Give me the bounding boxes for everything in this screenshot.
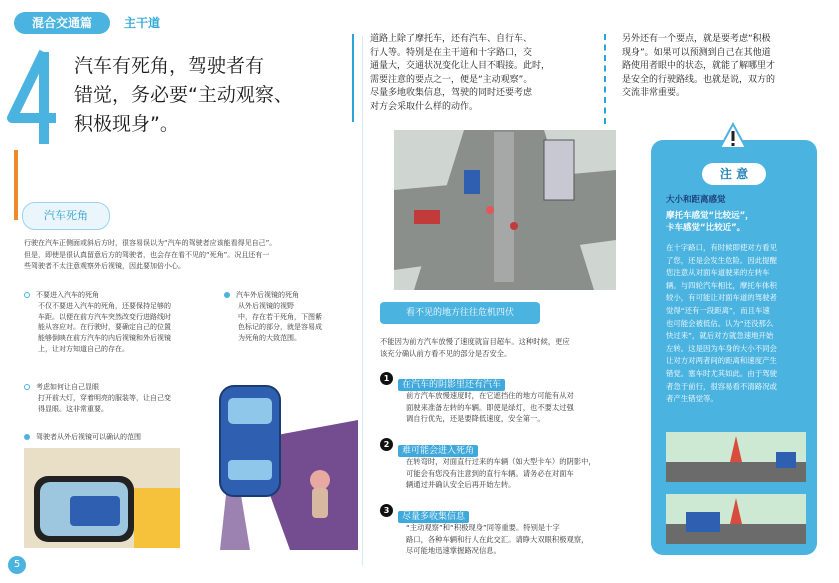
side-mirror-illustration: [24, 448, 180, 548]
point-body: “主动观察”和“积极现身”同等重要。特别是十字 路口，各种车辆和行人在此交汇。请睁大双眼积极观察， 尽可能地迅速掌握路况信息。: [406, 523, 589, 555]
page-number: 5: [8, 556, 26, 574]
dashed-divider: [604, 34, 608, 124]
list-item: 不要进入汽车的死角 不仅不要进入汽车的死角，还要保持足够的 车距。以便在前方汽车突然改变行进路线时 能从容应对。在行驶时，要确定自己的位置 能够倒映在前方汽车的内后视镜和外后视镜 上，让对方知道自己的存在。: [24, 290, 214, 355]
bullet-icon: [24, 292, 30, 298]
bullet-icon: [24, 384, 30, 390]
danger-pill: 看不见的地方往往危机四伏: [380, 302, 540, 324]
point-number: 3: [380, 504, 393, 517]
point-body: 前方汽车放慢速度时，在它遮挡住的地方可能有从对 面驶来准备左转的车辆。即使是绿灯，也不要太过强 调自行优先，还是要降低速度，安全第一。: [406, 391, 574, 423]
accent-bar: [14, 150, 18, 220]
section-pill-blindspot: 汽车死角: [22, 202, 110, 230]
list-item: 考虑如何让自己显眼 打开前大灯，穿着明亮的服装等，让自己变 得显眼。这非常重要。: [24, 382, 224, 414]
danger-intro: 不能因为前方汽车放慢了速度就盲目超车。这种时候，更应 该充分确认前方看不见的部分是否安全。: [380, 337, 570, 358]
intersection-illustration: [394, 130, 616, 290]
sub-label: 主干道: [124, 16, 161, 30]
point-title: 在汽车的阴影里还有汽车: [398, 372, 505, 391]
point-title: 尽量多收集信息: [398, 504, 469, 523]
right-intro-text: 另外还有一个要点，就是要考虑“积极 现身”。如果可以预测到自己在其他道 路使用者眼中的状态，就能了解哪里才 是安全的行驶路线。也就是说，双方的 交流非常重要。: [622, 34, 776, 99]
chapter-title: 汽车有死角，驾驶者有 错觉，务必要“主动观察、 积极现身”。: [74, 55, 293, 135]
bullet-icon: [24, 434, 30, 440]
list-item: 汽车外后视镜的死角 从外后视镜的视野 中，存在若干死角，下图紫 色标记的部分，就是容易成 为死角的大致范围。: [224, 290, 354, 344]
list-item: 驾驶者从外后视镜可以确认的范围: [24, 432, 224, 443]
warning-icon: [718, 122, 748, 150]
note-heading: 大小和距离感觉: [666, 195, 726, 205]
middle-intro-text: 道路上除了摩托车，还有汽车、自行车、 行人等。特别是在主干道和十字路口，交 通量大，交通状况变化让人目不暇接。此时， 需要注意的要点之一，便是“主动观察”。 尽量多地收集信息，驾驶的同时还要考虑 对方会采取什么样的动作。: [370, 34, 551, 112]
column-divider: [362, 36, 363, 566]
point-number: 2: [380, 438, 393, 451]
chapter-number-graphic: [4, 48, 70, 148]
tower-illustration: [666, 494, 806, 544]
intro-paragraph: 行驶在汽车正侧面或斜后方时，很容易误以为“汽车的驾驶者应该能看得见自己”。 但是，即使是很认真留意后方的驾驶者，也会存在看不见的“死角”。况且还有一 些驾驶者不太注意观察外后视镜，因此要加倍小心。: [24, 239, 277, 270]
point-body: 在转弯时，对面直行过来的车辆（如大型卡车）的阴影中， 可能会有您没有注意到的直行车辆。请务必在对面车 辆通过并确认安全后再开始左转。: [406, 457, 596, 489]
note-body: 在十字路口，有时候即使对方看见 了您，还是会发生危险。因此提醒 您注意从对面车道驶来的左转车 辆。与四轮汽车相比，摩托车体积 较小，有可能让对面车道的驾驶者 觉得“还有一段距离”，而且车速 也可能会被低估。认为“还没那么 快过来”，就后对方就急速地开始 左转。这是因为车身的大小不同会 让对方对两者间的距离和速度产生 错觉。塞车时尤其如此。由于驾驶 者急于前行，很容易看不清路况或 者产生错觉等。: [666, 243, 777, 404]
point-number: 1: [380, 372, 393, 385]
point-title: 难可能会进入死角: [398, 438, 478, 457]
tower-illustration: [666, 432, 806, 482]
note-subheading: 摩托车感觉“比较远”， 卡车感觉“比较近”。: [666, 211, 754, 233]
note-title: 注 意: [702, 163, 766, 185]
section-label: 混合交通篇: [14, 12, 110, 34]
blind-spot-illustration: [180, 380, 358, 550]
bullet-icon: [224, 292, 230, 298]
text-accent-line: [352, 34, 354, 122]
svg-text:4: 4: [6, 137, 8, 139]
